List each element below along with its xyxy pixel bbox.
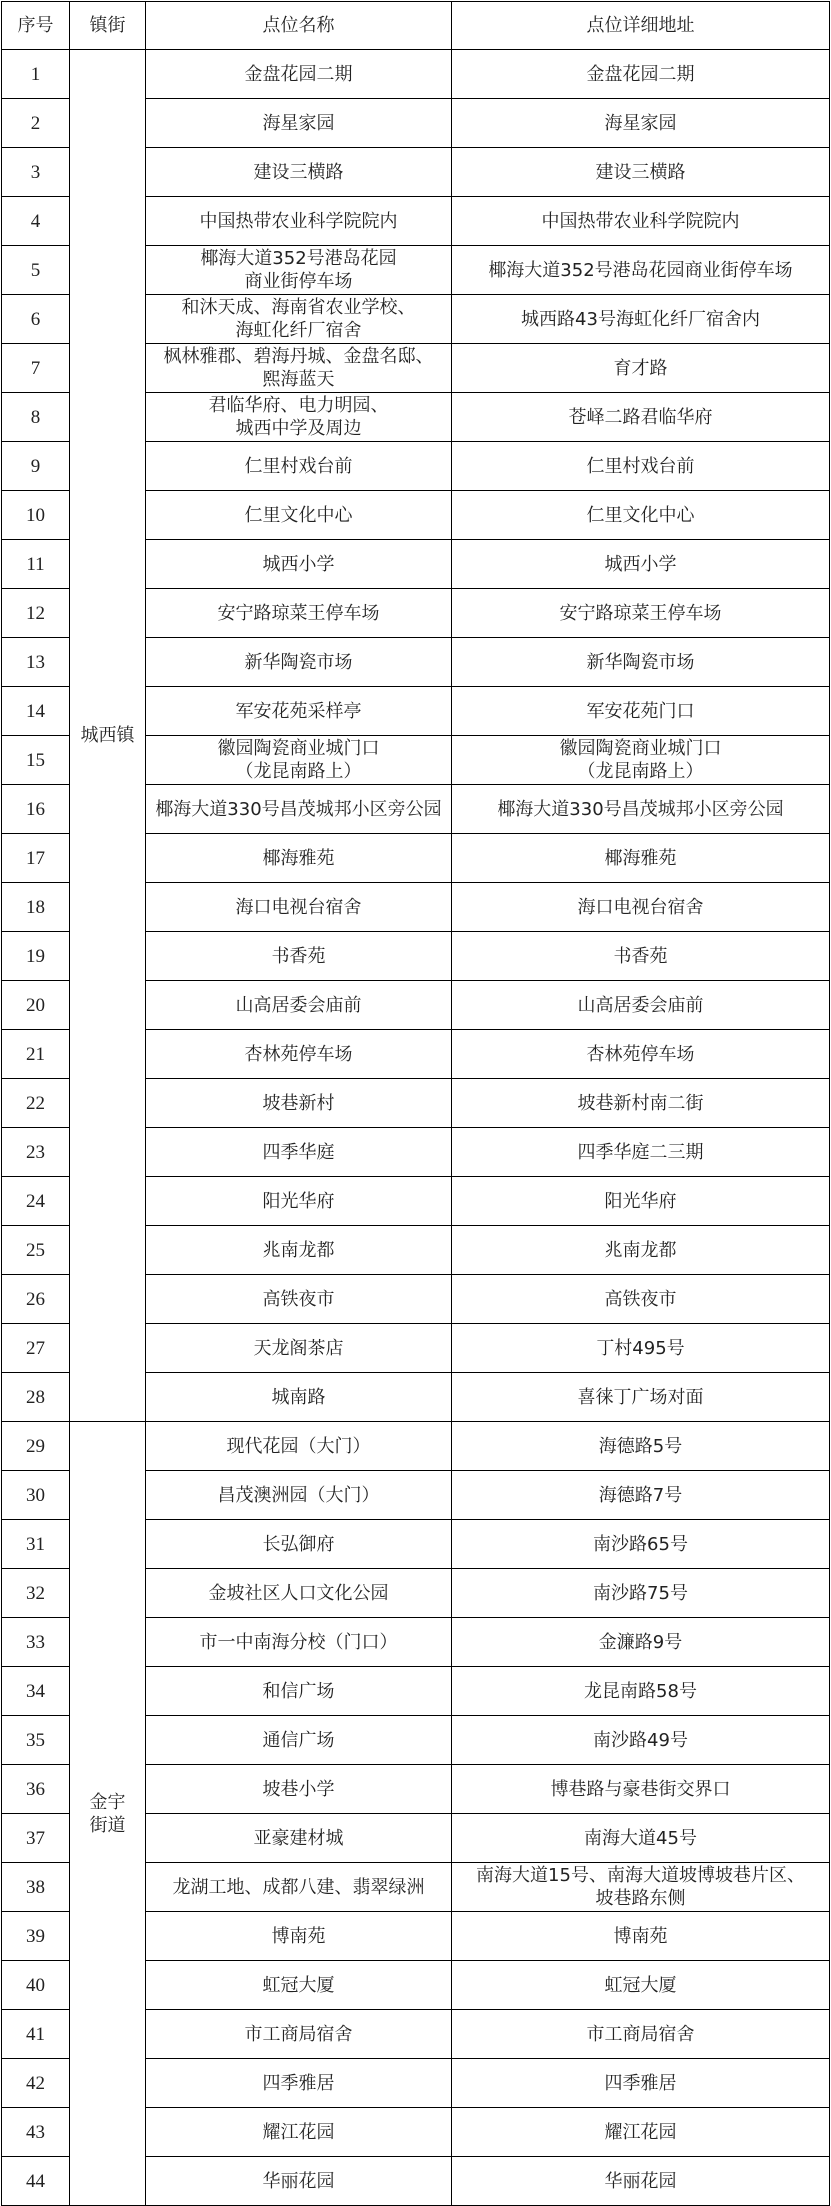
point-name-cell: 耀江花园 [146,2108,452,2157]
address-cell: 徽园陶瓷商业城门口 （龙昆南路上） [452,736,830,785]
row-number: 11 [2,540,70,589]
header-town: 镇街 [70,2,146,50]
address-cell: 南沙路49号 [452,1716,830,1765]
row-number: 13 [2,638,70,687]
point-name-cell: 椰海大道352号港岛花园 商业街停车场 [146,246,452,295]
row-number: 19 [2,932,70,981]
row-number: 40 [2,1961,70,2010]
row-number: 26 [2,1275,70,1324]
town-cell: 城西镇 [70,50,146,1422]
row-number: 6 [2,295,70,344]
point-name-cell: 金盘花园二期 [146,50,452,99]
row-number: 39 [2,1912,70,1961]
row-number: 31 [2,1520,70,1569]
address-cell: 海德路5号 [452,1422,830,1471]
address-cell: 金盘花园二期 [452,50,830,99]
point-name-cell: 椰海雅苑 [146,834,452,883]
row-number: 35 [2,1716,70,1765]
point-name-cell: 和信广场 [146,1667,452,1716]
row-number: 34 [2,1667,70,1716]
point-name-cell: 亚豪建材城 [146,1814,452,1863]
address-cell: 南沙路75号 [452,1569,830,1618]
point-name-cell: 昌茂澳洲园（大门） [146,1471,452,1520]
address-cell: 海德路7号 [452,1471,830,1520]
table-row [2,1422,830,1471]
point-name-cell: 仁里村戏台前 [146,442,452,491]
point-name-cell: 博南苑 [146,1912,452,1961]
point-name-cell: 书香苑 [146,932,452,981]
row-number: 28 [2,1373,70,1422]
point-name-cell: 建设三横路 [146,148,452,197]
address-cell: 新华陶瓷市场 [452,638,830,687]
address-cell: 阳光华府 [452,1177,830,1226]
row-number: 32 [2,1569,70,1618]
header-row [2,2,830,50]
point-name-cell: 市一中南海分校（门口） [146,1618,452,1667]
point-name-cell: 中国热带农业科学院院内 [146,197,452,246]
point-name-cell: 市工商局宿舍 [146,2010,452,2059]
address-cell: 仁里文化中心 [452,491,830,540]
row-number: 42 [2,2059,70,2108]
row-number: 18 [2,883,70,932]
point-name-cell: 军安花苑采样亭 [146,687,452,736]
header-seq: 序号 [2,2,70,50]
row-number: 16 [2,785,70,834]
row-number: 17 [2,834,70,883]
address-cell: 高铁夜市 [452,1275,830,1324]
address-cell: 四季华庭二三期 [452,1128,830,1177]
row-number: 14 [2,687,70,736]
point-name-cell: 徽园陶瓷商业城门口 （龙昆南路上） [146,736,452,785]
point-name-cell: 龙湖工地、成都八建、翡翠绿洲 [146,1863,452,1912]
row-number: 36 [2,1765,70,1814]
address-cell: 海口电视台宿舍 [452,883,830,932]
point-name-cell: 坡巷新村 [146,1079,452,1128]
point-name-cell: 山高居委会庙前 [146,981,452,1030]
address-cell: 市工商局宿舍 [452,2010,830,2059]
address-cell: 椰海雅苑 [452,834,830,883]
address-cell: 博巷路与豪巷街交界口 [452,1765,830,1814]
row-number: 8 [2,393,70,442]
row-number: 1 [2,50,70,99]
point-name-cell: 和沐天成、海南省农业学校、 海虹化纤厂宿舍 [146,295,452,344]
address-cell: 喜徕丁广场对面 [452,1373,830,1422]
point-name-cell: 华丽花园 [146,2157,452,2206]
point-name-cell: 通信广场 [146,1716,452,1765]
address-cell: 龙昆南路58号 [452,1667,830,1716]
address-cell: 椰海大道330号昌茂城邦小区旁公园 [452,785,830,834]
sampling-points-table [1,1,830,2206]
address-cell: 四季雅居 [452,2059,830,2108]
row-number: 37 [2,1814,70,1863]
address-cell: 南沙路65号 [452,1520,830,1569]
row-number: 22 [2,1079,70,1128]
row-number: 21 [2,1030,70,1079]
point-name-cell: 椰海大道330号昌茂城邦小区旁公园 [146,785,452,834]
address-cell: 南海大道15号、南海大道坡博坡巷片区、 坡巷路东侧 [452,1863,830,1912]
point-name-cell: 虹冠大厦 [146,1961,452,2010]
row-number: 33 [2,1618,70,1667]
row-number: 38 [2,1863,70,1912]
row-number: 27 [2,1324,70,1373]
row-number: 12 [2,589,70,638]
table-row [2,50,830,99]
point-name-cell: 坡巷小学 [146,1765,452,1814]
address-cell: 虹冠大厦 [452,1961,830,2010]
row-number: 25 [2,1226,70,1275]
row-number: 23 [2,1128,70,1177]
address-cell: 博南苑 [452,1912,830,1961]
row-number: 29 [2,1422,70,1471]
point-name-cell: 高铁夜市 [146,1275,452,1324]
address-cell: 丁村495号 [452,1324,830,1373]
row-number: 15 [2,736,70,785]
row-number: 41 [2,2010,70,2059]
point-name-cell: 金坡社区人口文化公园 [146,1569,452,1618]
point-name-cell: 长弘御府 [146,1520,452,1569]
address-cell: 城西路43号海虹化纤厂宿舍内 [452,295,830,344]
point-name-cell: 杏林苑停车场 [146,1030,452,1079]
address-cell: 城西小学 [452,540,830,589]
address-cell: 安宁路琼菜王停车场 [452,589,830,638]
address-cell: 军安花苑门口 [452,687,830,736]
town-cell: 金宇 街道 [70,1422,146,2206]
row-number: 10 [2,491,70,540]
point-name-cell: 枫林雅郡、碧海丹城、金盘名邸、 熙海蓝天 [146,344,452,393]
point-name-cell: 天龙阁茶店 [146,1324,452,1373]
address-cell: 海星家园 [452,99,830,148]
address-cell: 书香苑 [452,932,830,981]
address-cell: 兆南龙都 [452,1226,830,1275]
row-number: 5 [2,246,70,295]
address-cell: 中国热带农业科学院院内 [452,197,830,246]
point-name-cell: 海口电视台宿舍 [146,883,452,932]
row-number: 30 [2,1471,70,1520]
row-number: 4 [2,197,70,246]
address-cell: 坡巷新村南二街 [452,1079,830,1128]
point-name-cell: 城南路 [146,1373,452,1422]
row-number: 24 [2,1177,70,1226]
row-number: 7 [2,344,70,393]
row-number: 9 [2,442,70,491]
point-name-cell: 四季华庭 [146,1128,452,1177]
point-name-cell: 阳光华府 [146,1177,452,1226]
address-cell: 苍峄二路君临华府 [452,393,830,442]
point-name-cell: 海星家园 [146,99,452,148]
address-cell: 金濂路9号 [452,1618,830,1667]
row-number: 2 [2,99,70,148]
point-name-cell: 君临华府、电力明园、 城西中学及周边 [146,393,452,442]
point-name-cell: 安宁路琼菜王停车场 [146,589,452,638]
row-number: 43 [2,2108,70,2157]
point-name-cell: 城西小学 [146,540,452,589]
address-cell: 耀江花园 [452,2108,830,2157]
address-cell: 山高居委会庙前 [452,981,830,1030]
address-cell: 育才路 [452,344,830,393]
address-cell: 杏林苑停车场 [452,1030,830,1079]
table-body [2,50,830,2206]
point-name-cell: 新华陶瓷市场 [146,638,452,687]
point-name-cell: 仁里文化中心 [146,491,452,540]
row-number: 20 [2,981,70,1030]
point-name-cell: 现代花园（大门） [146,1422,452,1471]
address-cell: 南海大道45号 [452,1814,830,1863]
address-cell: 椰海大道352号港岛花园商业街停车场 [452,246,830,295]
address-cell: 建设三横路 [452,148,830,197]
point-name-cell: 兆南龙都 [146,1226,452,1275]
row-number: 44 [2,2157,70,2206]
address-cell: 华丽花园 [452,2157,830,2206]
header-address: 点位详细地址 [452,2,830,50]
point-name-cell: 四季雅居 [146,2059,452,2108]
header-point-name: 点位名称 [146,2,452,50]
address-cell: 仁里村戏台前 [452,442,830,491]
row-number: 3 [2,148,70,197]
